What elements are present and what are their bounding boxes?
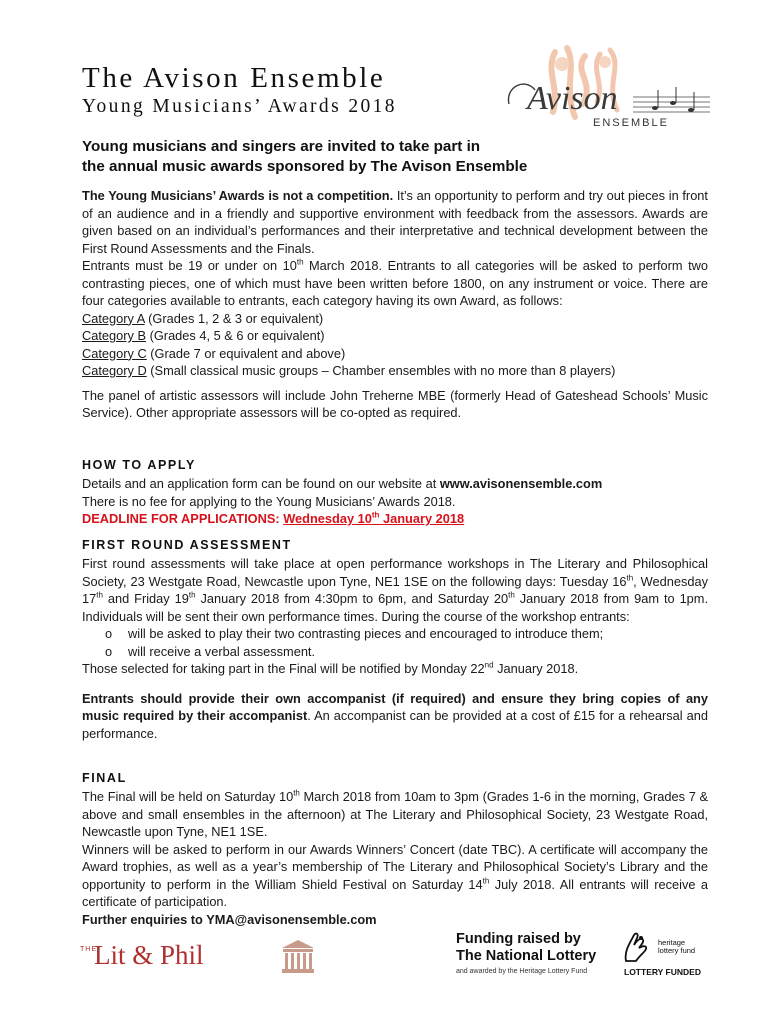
about-section — [82, 187, 708, 422]
first-round-text: , Wednesday 17 — [82, 573, 708, 606]
final-text: The Final will be held on Saturday 10 — [82, 789, 294, 804]
category-item — [82, 362, 708, 380]
category-item — [82, 327, 708, 345]
intro-heading — [82, 137, 692, 177]
funding-line: Funding raised by — [456, 931, 581, 947]
first-round-text: First round assessments will take place at open performance workshops in The Literary and Philosophical Society, 23 Westgate Road, Newcastle upon Tyne, NE1 1SE on the following days: Tuesday 16 — [82, 556, 708, 589]
first-round-heading: FIRST ROUND ASSESSMENT — [82, 538, 292, 552]
about-paragraph — [82, 187, 708, 257]
ordinal-suffix: th — [482, 876, 490, 886]
page-title: The Avison Ensemble — [82, 62, 386, 94]
category-desc: (Grades 4, 5 & 6 or equivalent) — [146, 328, 325, 343]
first-round-text: January 2018 from 9am to 1pm. Individuals will be sent their own performance times. During the course of the workshop entrants: — [82, 591, 709, 624]
list-item-text: will receive a verbal assessment. — [128, 643, 316, 659]
winners-text: Winners will be asked to perform in our Awards Winners’ Concert (date TBC). A certificate will accompany the Award trophies, as well as a year’s membership of The Literary and Philosophical Society’s Library and the opportunity to perform in the William Shield Festival on Saturday 14 — [82, 841, 708, 892]
lit-phil-the: THE — [80, 946, 97, 953]
category-item — [82, 310, 708, 328]
deadline-date — [283, 511, 464, 526]
funding-line: The National Lottery — [456, 948, 597, 964]
ordinal-suffix: th — [293, 788, 300, 798]
winners-text: July 2018. All entrants will receive a certificate of participation. — [82, 876, 708, 909]
category-name: Category A — [82, 310, 145, 326]
winners-paragraph — [82, 841, 708, 911]
category-desc: (Small classical music groups – Chamber ensembles with no more than 8 players) — [146, 363, 616, 378]
category-item — [82, 345, 708, 363]
list-item — [82, 643, 708, 661]
first-round-text: January 2018 from 4:30pm to 6pm, and Saturday 20 — [195, 591, 509, 606]
notify-line — [82, 660, 708, 678]
deadline-date-text: Wednesday 10 — [283, 511, 372, 526]
final-heading: FINAL — [82, 771, 127, 785]
lit-phil-logo — [80, 938, 230, 978]
notify-text: January 2018. — [493, 661, 579, 676]
lottery-funded-label: LOTTERY FUNDED — [624, 967, 701, 977]
logo-wordmark: Avison — [527, 80, 618, 117]
first-round-section — [82, 555, 708, 742]
enquiries-line[interactable]: Further enquiries to YMA@avisonensemble.com — [82, 911, 377, 927]
heritage-lottery-fund-logo — [620, 931, 710, 981]
website-link[interactable]: www.avisonensemble.com — [439, 476, 603, 491]
category-desc: (Grade 7 or equivalent and above) — [146, 345, 346, 361]
ordinal-suffix: th — [626, 573, 634, 583]
apply-text: Details and an application form can be found on our website at — [82, 476, 440, 491]
ordinal-suffix: th — [508, 590, 515, 600]
first-round-text: and Friday 19 — [102, 591, 189, 606]
page-subtitle: Young Musicians’ Awards 2018 — [82, 96, 397, 117]
no-fee-line: There is no fee for applying to the Young Musicians’ Awards 2018. — [82, 493, 456, 509]
category-name: Category B — [82, 328, 147, 343]
how-to-apply-section — [82, 475, 708, 528]
avison-ensemble-logo — [505, 42, 720, 134]
category-desc: (Grades 1, 2 & 3 or equivalent) — [144, 310, 324, 326]
deadline-label: DEADLINE FOR APPLICATIONS: — [82, 511, 284, 526]
first-round-paragraph — [82, 555, 708, 625]
intro-line: the annual music awards sponsored by The Avison Ensemble — [82, 158, 528, 175]
about-lead-rest: It’s an opportunity to perform and try out pieces in front of an audience and in a friendly and supportive environment with feedback from the assessors. Awards are given based on an individual’s performances and their interpretative and technical development between the First Round Assessments and the Finals. — [82, 188, 708, 256]
ordinal-suffix: th — [371, 510, 380, 520]
deadline-line — [82, 510, 708, 528]
category-name: Category D — [82, 363, 147, 378]
final-paragraph — [82, 788, 708, 841]
accompanist-paragraph — [82, 690, 708, 743]
accompanist-rest: . An accompanist can be provided at a cost of £15 for a rehearsal and performance. — [82, 708, 708, 741]
notify-text: Those selected for taking part in the Final will be notified by Monday 22 — [82, 661, 485, 676]
crossed-fingers-icon — [620, 931, 656, 965]
entrants-text: March 2018. Entrants to all categories will be asked to perform two contrasting pieces, one of which must have been written before 1800, on any instrument or voice. There are four categories available to entrants, each category having its own Award, as follows: — [82, 258, 708, 308]
category-name: Category C — [82, 345, 147, 361]
logo-ensemble-label: ENSEMBLE — [593, 117, 669, 129]
deadline-date-text: January 2018 — [379, 511, 465, 526]
ordinal-suffix: th — [188, 590, 196, 600]
apply-website-line — [82, 475, 708, 493]
entrants-text: Entrants must be 19 or under on 10 — [82, 258, 297, 273]
final-text: March 2018 from 10am to 3pm (Grades 1-6 in the morning, Grades 7 & above and small ensembles in the afternoon) at The Literary and Philosophical Society, 23 Westgate Road, Newcastle upon Tyne, NE1 1SE. — [82, 789, 708, 839]
bullet-marker: o — [105, 643, 113, 659]
ordinal-suffix: th — [296, 257, 304, 267]
building-icon — [278, 938, 318, 974]
funding-small-print: and awarded by the Heritage Lottery Fund — [456, 968, 588, 975]
list-item-text: will be asked to play their two contrasting pieces and encouraged to introduce them; — [128, 626, 604, 641]
panel-paragraph: The panel of artistic assessors will include John Treherne MBE (formerly Head of Gateshead Schools’ Music Service). Other appropriate assessors will be co-opted as required. — [82, 387, 708, 420]
ordinal-suffix: th — [96, 590, 103, 600]
how-to-apply-heading: HOW TO APPLY — [82, 458, 196, 472]
final-section — [82, 788, 708, 928]
hlf-text: heritage lottery fund — [658, 938, 696, 955]
accompanist-bold: Entrants should provide their own accompanist (if required) and ensure they bring copies of any music required by their accompanist — [82, 690, 708, 723]
list-item — [82, 625, 708, 643]
entrants-paragraph — [82, 257, 708, 310]
national-lottery-funding — [456, 931, 626, 975]
lit-phil-name: Lit & Phil — [94, 940, 204, 970]
about-lead: The Young Musicians’ Awards is not a competition. — [82, 188, 394, 203]
ordinal-suffix: nd — [484, 660, 494, 670]
bullet-marker: o — [105, 626, 113, 641]
intro-line: Young musicians and singers are invited to take part in — [82, 138, 481, 155]
